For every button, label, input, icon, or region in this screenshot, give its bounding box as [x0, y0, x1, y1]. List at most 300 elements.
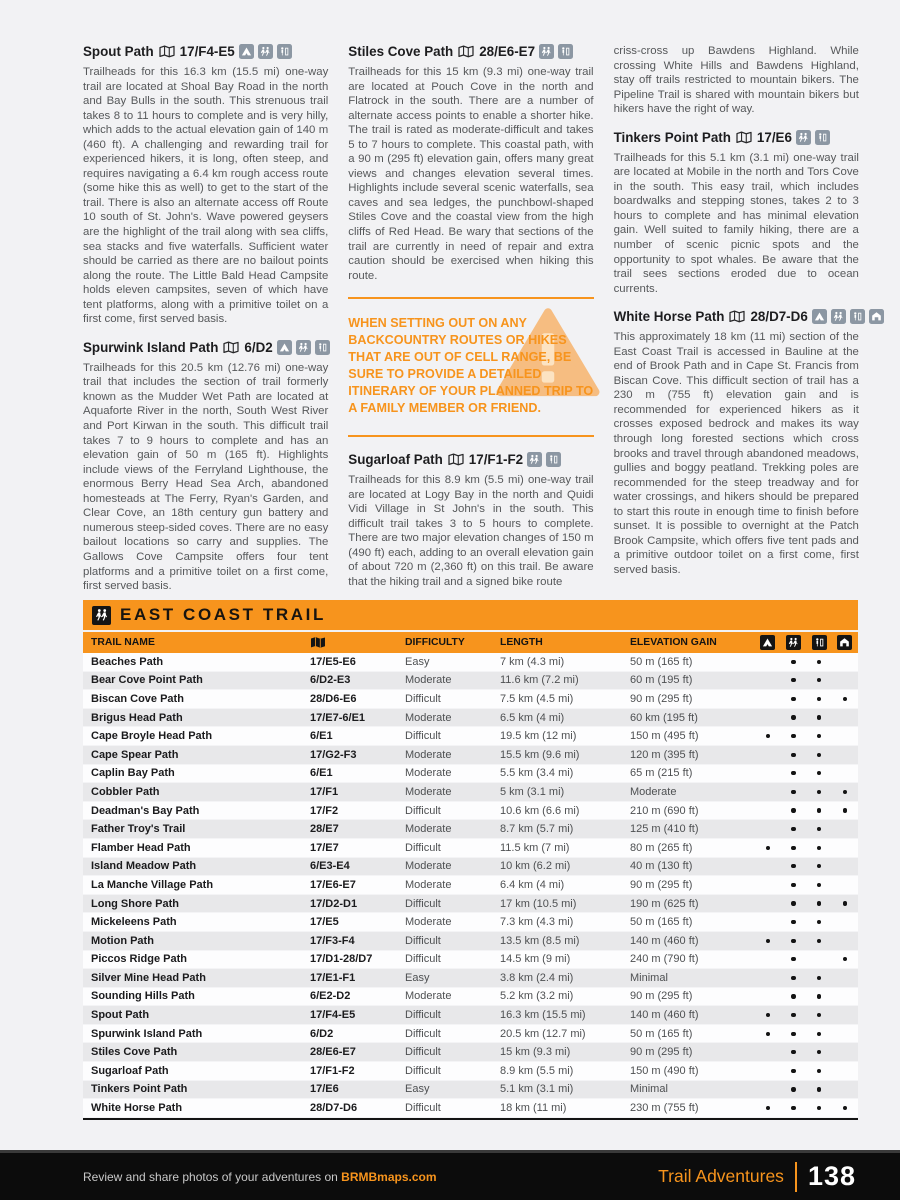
map-ref-cell: 28/D6-E6: [310, 692, 357, 705]
amenity-cell-tent: [755, 939, 781, 943]
amenity-dot: [843, 790, 847, 794]
elevation-cell: 50 m (165 ft): [630, 1027, 693, 1040]
length-cell: 11.6 km (7.2 mi): [500, 674, 579, 687]
shelter-icon: [869, 309, 884, 324]
outhouse-icon: [815, 130, 830, 145]
difficulty-cell: Difficult: [405, 730, 441, 743]
tent-icon: [760, 635, 775, 650]
length-cell: 13.5 km (8.5 mi): [500, 934, 580, 947]
trail-name-cell: Stiles Cove Path: [91, 1046, 178, 1059]
table-title-band: [83, 600, 858, 630]
outhouse-icon: [558, 44, 573, 59]
amenity-cell-hikers: [781, 1106, 807, 1110]
text-columns: [83, 44, 859, 603]
elevation-cell: 80 m (265 ft): [630, 841, 693, 854]
amenity-dot: [817, 1069, 821, 1073]
map-ref-cell: 6/E2-D2: [310, 990, 351, 1003]
trail-description-continued: criss-cross up Bawdens Highland. While crossing White Hills and Bawdens Highland, stay off trails restricted to mountain bikers. The Pipeline Trail is shared with mountain bikers but hikers have the right of way.: [613, 45, 859, 116]
table-row: [83, 969, 858, 988]
elevation-cell: Minimal: [630, 971, 668, 984]
map-reference: 17/F4-E5: [179, 44, 235, 59]
amenity-dot: [791, 1013, 795, 1017]
table-title: EAST COAST TRAIL: [120, 605, 326, 624]
length-cell: 5 km (3.1 mi): [500, 785, 565, 798]
length-cell: 20.5 km (12.7 mi): [500, 1027, 586, 1040]
table-row: [83, 672, 858, 691]
amenity-dot: [817, 1106, 821, 1110]
trail-name: Stiles Cove Path: [348, 44, 454, 59]
table-body: [83, 653, 858, 1120]
map-reference: 28/D7-D6: [750, 309, 808, 325]
amenity-dot: [791, 808, 795, 812]
length-cell: 17 km (10.5 mi): [500, 897, 577, 910]
amenity-cell-outhouse: [806, 678, 832, 682]
tent-icon: [239, 44, 254, 59]
brmbmaps-link: BRMBmaps.com: [341, 1169, 437, 1184]
amenity-cell-hikers: [781, 715, 807, 719]
elevation-cell: 120 m (395 ft): [630, 748, 699, 761]
amenity-cell-outhouse: [806, 1087, 832, 1091]
amenity-cell-hikers: [781, 994, 807, 998]
amenity-cell-outhouse: [806, 808, 832, 812]
amenity-cell-hikers: [781, 1032, 807, 1036]
trail-section-heading: [83, 340, 328, 355]
table-row: [83, 839, 858, 858]
hikers-icon: [527, 452, 542, 467]
trail-name-cell: Tinkers Point Path: [91, 1083, 188, 1096]
amenity-dot: [843, 697, 847, 701]
hikers-icon: [831, 309, 846, 324]
trail-name-cell: Deadman's Bay Path: [91, 804, 200, 817]
map-reference: 6/D2: [244, 339, 273, 355]
table-row: [83, 690, 858, 709]
amenity-cell-hikers: [781, 957, 807, 961]
amenity-dot: [817, 846, 821, 850]
amenity-cell-outhouse: [806, 1013, 832, 1017]
difficulty-cell: Moderate: [405, 860, 452, 873]
map-ref-cell: 17/E1-F1: [310, 971, 356, 984]
difficulty-cell: Difficult: [405, 841, 441, 854]
amenity-cell-outhouse: [806, 1032, 832, 1036]
elevation-cell: 210 m (690 ft): [630, 804, 699, 817]
trail-description: Trailheads for this 20.5 km (12.76 mi) one-way trail that includes the section of trail formerly known as the Mudder Wet Path are located at Aquaforte River in the north, South West River and Port Kirwan in the south. This difficult trail takes 7 to 9 hours to complete and has an elevation gain of 50 m (165 ft). Highlights include views of the Ferryland Lighthouse, the enormous Berry Head Sea Arch, abandoned homesteads at The Ferry, Ryan's Garden, and Clear Cove, an 18th century gun battery and numerous steep-sided coves. There are no easy bailout locations so carry and supplies. The Gallows Cove Campsite offers four tent platforms and a primitive toilet on a first come, first served basis.: [83, 361, 329, 593]
outhouse-icon: [315, 340, 330, 355]
map-ref-cell: 6/D2-E3: [310, 674, 351, 687]
amenity-dot: [791, 1032, 795, 1036]
shelter-icon: [837, 635, 852, 650]
elevation-cell: 125 m (410 ft): [630, 823, 699, 836]
difficulty-cell: Difficult: [405, 1064, 441, 1077]
amenity-cell-tent: [755, 1013, 781, 1017]
amenity-dot: [843, 901, 847, 905]
table-row: [83, 876, 858, 895]
outhouse-icon: [850, 309, 865, 324]
amenity-dot: [817, 1050, 821, 1054]
amenity-cell-outhouse: [806, 827, 832, 831]
map-ref-cell: 17/E7: [310, 841, 339, 854]
column-3: [614, 44, 859, 603]
difficulty-cell: Difficult: [405, 1027, 441, 1040]
column-header-shelter: [832, 635, 858, 650]
amenity-dot: [817, 734, 821, 738]
amenity-cell-shelter: [832, 901, 858, 905]
amenity-cell-tent: [755, 1106, 781, 1110]
amenity-dot: [791, 883, 795, 887]
amenity-cell-hikers: [781, 660, 807, 664]
table-row: [83, 951, 858, 970]
trail-name: Tinkers Point Path: [613, 129, 731, 145]
amenity-dot: [843, 957, 847, 961]
map-icon: [159, 45, 175, 58]
amenity-dot: [791, 697, 795, 701]
amenity-dot: [791, 1050, 795, 1054]
map-ref-cell: 6/D2: [310, 1027, 334, 1040]
map-ref-cell: 17/E6: [310, 1083, 339, 1096]
length-cell: 5.2 km (3.2 mi): [500, 990, 574, 1003]
amenity-cell-outhouse: [806, 753, 832, 757]
amenity-cell-hikers: [781, 753, 807, 757]
map-icon: [729, 310, 745, 323]
map-ref-cell: 28/E6-E7: [310, 1046, 356, 1059]
map-icon: [736, 131, 752, 144]
difficulty-cell: Difficult: [405, 1009, 441, 1022]
elevation-cell: 190 m (625 ft): [630, 897, 699, 910]
difficulty-cell: Difficult: [405, 1046, 441, 1059]
trail-description: Trailheads for this 16.3 km (15.5 mi) one-way trail are located at Shoal Bay Road in the north and Bay Bulls in the south. This strenuous trail takes 8 to 11 hours to complete and is very hilly, which adds to the actual elevation gain of 140 m (460 ft). A challenging and rewarding trail for experienced hikers, it is long, often steep, and requires navigating a 6.4 km rough access route (some hike this as well) to get to the start of the trail. There is also an alternate access off Route 10 south of St. John's. Wave powered geysers are the highlight of the trail along with sea cliffs, sea stacks and five waterfalls. Sufficient water should be carried as there are no bailout points along the route. The Little Bald Head Campsite holds eleven campsites, seven of which have tent platforms, along with a primitive toilet on a first come, first served basis.: [83, 66, 329, 326]
amenity-cell-hikers: [781, 883, 807, 887]
amenity-dot: [817, 697, 821, 701]
amenity-cell-shelter: [832, 790, 858, 794]
table-row: [83, 858, 858, 877]
table-row: [83, 895, 858, 914]
elevation-cell: 40 m (130 ft): [630, 860, 693, 873]
column-header-tent: [755, 635, 781, 650]
map-reference: 17/F1-F2: [468, 452, 524, 468]
amenity-dot: [766, 1106, 770, 1110]
map-reference: 17/E6: [756, 129, 792, 145]
amenity-dot: [817, 678, 821, 682]
elevation-cell: 90 m (295 ft): [630, 878, 693, 891]
map-icon: [448, 453, 464, 466]
trail-name-cell: Motion Path: [91, 934, 154, 947]
amenity-cell-hikers: [781, 846, 807, 850]
length-cell: 8.9 km (5.5 mi): [500, 1064, 574, 1077]
amenity-dot: [817, 901, 821, 905]
amenity-dot: [817, 864, 821, 868]
amenity-dot: [817, 790, 821, 794]
table-row: [83, 1081, 858, 1100]
hikers-icon: [539, 44, 554, 59]
amenity-dot: [791, 939, 795, 943]
length-cell: 7 km (4.3 mi): [500, 655, 565, 668]
trail-name-cell: Beaches Path: [91, 655, 164, 668]
amenity-dot: [766, 939, 770, 943]
elevation-cell: 50 m (165 ft): [630, 916, 693, 929]
amenity-cell-shelter: [832, 957, 858, 961]
safety-warning-text: WHEN SETTING OUT ON ANY BACKCOUNTRY ROUTES OR HIKES THAT ARE OUT OF CELL RANGE, BE SURE TO PROVIDE A DETAILED ITINERARY OF YOUR PLANNED TRIP TO A FAMILY MEMBER OR FRIEND.: [348, 316, 594, 416]
elevation-cell: 90 m (295 ft): [630, 990, 693, 1003]
length-cell: 8.7 km (5.7 mi): [500, 823, 574, 836]
length-cell: 16.3 km (15.5 mi): [500, 1009, 586, 1022]
amenity-cell-tent: [755, 1032, 781, 1036]
amenity-cell-shelter: [832, 808, 858, 812]
hikers-icon: [296, 340, 311, 355]
amenity-dot: [766, 1013, 770, 1017]
trail-name-cell: La Manche Village Path: [91, 878, 214, 891]
map-ref-cell: 17/E6-E7: [310, 878, 356, 891]
amenity-cell-hikers: [781, 864, 807, 868]
section-title: Trail Adventures: [658, 1166, 784, 1186]
amenity-cell-outhouse: [806, 734, 832, 738]
amenity-dot: [817, 994, 821, 998]
map-ref-cell: 17/F2: [310, 804, 339, 817]
map-icon: [458, 45, 474, 58]
amenity-dot: [791, 994, 795, 998]
map-ref-cell: 17/D2-D1: [310, 897, 358, 910]
trail-name-cell: White Horse Path: [91, 1102, 183, 1115]
trail-name-cell: Mickeleens Path: [91, 916, 177, 929]
column-1: [83, 44, 328, 603]
column-header-trail-name: TRAIL NAME: [91, 637, 155, 648]
trail-name-cell: Brigus Head Path: [91, 711, 183, 724]
amenity-cell-outhouse: [806, 790, 832, 794]
hikers-icon: [258, 44, 273, 59]
amenity-dot: [817, 827, 821, 831]
trail-name-cell: Island Meadow Path: [91, 860, 197, 873]
trail-name-cell: Spurwink Island Path: [91, 1027, 203, 1040]
difficulty-cell: Moderate: [405, 916, 452, 929]
column-header-map: [310, 636, 405, 649]
amenity-dot: [817, 939, 821, 943]
elevation-cell: Minimal: [630, 1083, 668, 1096]
amenity-dot: [791, 976, 795, 980]
elevation-cell: 65 m (215 ft): [630, 767, 693, 780]
elevation-cell: 60 m (195 ft): [630, 674, 693, 687]
trail-name-cell: Biscan Cove Path: [91, 692, 184, 705]
amenity-cell-hikers: [781, 771, 807, 775]
amenity-dot: [766, 1032, 770, 1036]
map-ref-cell: 6/E1: [310, 730, 333, 743]
amenity-dot: [791, 827, 795, 831]
table-row: [83, 1099, 858, 1118]
trail-name-cell: Father Troy's Trail: [91, 823, 186, 836]
table-row: [83, 727, 858, 746]
column-header-length: LENGTH: [500, 637, 543, 648]
amenity-dot: [791, 957, 795, 961]
length-cell: 15 km (9.3 mi): [500, 1046, 571, 1059]
length-cell: 10.6 km (6.6 mi): [500, 804, 580, 817]
amenity-cell-outhouse: [806, 697, 832, 701]
amenity-cell-outhouse: [806, 1106, 832, 1110]
amenity-cell-hikers: [781, 901, 807, 905]
difficulty-cell: Difficult: [405, 934, 441, 947]
trail-name-cell: Bear Cove Point Path: [91, 674, 203, 687]
safety-warning: [348, 297, 593, 437]
amenity-dot: [817, 715, 821, 719]
amenity-cell-outhouse: [806, 976, 832, 980]
amenity-cell-outhouse: [806, 920, 832, 924]
difficulty-cell: Easy: [405, 655, 430, 668]
difficulty-cell: Difficult: [405, 804, 441, 817]
amenity-dot: [791, 715, 795, 719]
difficulty-cell: Easy: [405, 1083, 430, 1096]
amenity-cell-outhouse: [806, 771, 832, 775]
amenity-dot: [791, 846, 795, 850]
trail-name-cell: Cape Broyle Head Path: [91, 730, 213, 743]
length-cell: 6.5 km (4 mi): [500, 711, 565, 724]
elevation-cell: Moderate: [630, 785, 677, 798]
table-row: [83, 1025, 858, 1044]
hikers-icon: [786, 635, 801, 650]
amenity-cell-outhouse: [806, 939, 832, 943]
column-header-outhouse: [806, 635, 832, 650]
outhouse-icon: [812, 635, 827, 650]
elevation-cell: 230 m (755 ft): [630, 1102, 699, 1115]
trail-name-cell: Silver Mine Head Path: [91, 971, 206, 984]
amenity-dot: [791, 1106, 795, 1110]
elevation-cell: 150 m (490 ft): [630, 1064, 699, 1077]
amenity-dot: [766, 734, 770, 738]
map-ref-cell: 17/F1: [310, 785, 339, 798]
trail-section-heading: [614, 309, 859, 324]
table-row: [83, 709, 858, 728]
amenity-cell-outhouse: [806, 901, 832, 905]
length-cell: 6.4 km (4 mi): [500, 878, 565, 891]
amenity-dot: [817, 920, 821, 924]
trail-name: White Horse Path: [613, 309, 725, 325]
trail-name-cell: Cobbler Path: [91, 785, 160, 798]
elevation-cell: 140 m (460 ft): [630, 934, 699, 947]
difficulty-cell: Difficult: [405, 1102, 441, 1115]
east-coast-trail-table: [83, 600, 858, 1120]
trail-name-cell: Piccos Ridge Path: [91, 953, 187, 966]
difficulty-cell: Moderate: [405, 878, 452, 891]
amenity-dot: [791, 771, 795, 775]
amenity-dot: [791, 734, 795, 738]
amenity-dot: [791, 864, 795, 868]
amenity-cell-outhouse: [806, 994, 832, 998]
amenity-dot: [817, 753, 821, 757]
trail-description: Trailheads for this 15 km (9.3 mi) one-way trail are located at Pouch Cove in the north and Flatrock in the south. There are a number of alternate access points to enable a shorter hike. The trail is rated as moderate-difficult and takes 5 to 7 hours to complete. This coastal path, with a 90 m (295 ft) elevation gain, offers many great views and changes elevation several times. Highlights include several scenic waterfalls, sea caves and sea ledges, the punchbowl-shaped Stiles Cove and the coastal view from the high cliffs of Red Head. Be wary that sections of the trail are currently in need of repair and extra caution should be exercised when hiking this route.: [348, 66, 594, 282]
table-header-row: [83, 632, 858, 653]
difficulty-cell: Moderate: [405, 748, 452, 761]
amenity-cell-hikers: [781, 1087, 807, 1091]
amenity-cell-outhouse: [806, 715, 832, 719]
amenity-cell-outhouse: [806, 883, 832, 887]
length-cell: 14.5 km (9 mi): [500, 953, 571, 966]
amenity-cell-outhouse: [806, 1069, 832, 1073]
trail-section-heading: [348, 452, 593, 467]
amenity-dot: [817, 1087, 821, 1091]
trail-name-cell: Flamber Head Path: [91, 841, 191, 854]
column-header-elevation-gain: ELEVATION GAIN: [630, 637, 717, 648]
amenity-dot: [817, 883, 821, 887]
difficulty-cell: Difficult: [405, 953, 441, 966]
amenity-dot: [817, 771, 821, 775]
trail-name: Spurwink Island Path: [83, 339, 219, 355]
amenity-dot: [791, 753, 795, 757]
table-row: [83, 1043, 858, 1062]
length-cell: 3.8 km (2.4 mi): [500, 971, 574, 984]
length-cell: 7.5 km (4.5 mi): [500, 692, 574, 705]
amenity-dot: [843, 1106, 847, 1110]
trail-section-heading: [348, 44, 593, 59]
table-row: [83, 988, 858, 1007]
difficulty-cell: Moderate: [405, 785, 452, 798]
map-ref-cell: 17/E5: [310, 916, 339, 929]
table-row: [83, 653, 858, 672]
length-cell: 19.5 km (12 mi): [500, 730, 577, 743]
map-ref-cell: 17/E5-E6: [310, 655, 356, 668]
footer-note: [83, 1170, 437, 1184]
map-ref-cell: 6/E3-E4: [310, 860, 350, 873]
column-header-hikers: [781, 635, 807, 650]
amenity-cell-outhouse: [806, 1050, 832, 1054]
table-row: [83, 746, 858, 765]
table-row: [83, 1006, 858, 1025]
trail-name-cell: Sounding Hills Path: [91, 990, 195, 1003]
amenity-cell-hikers: [781, 827, 807, 831]
map-ref-cell: 17/F4-E5: [310, 1009, 356, 1022]
amenity-cell-shelter: [832, 1106, 858, 1110]
amenity-cell-tent: [755, 734, 781, 738]
amenity-cell-hikers: [781, 734, 807, 738]
amenity-cell-hikers: [781, 1013, 807, 1017]
trail-section-heading: [83, 44, 328, 59]
difficulty-cell: Moderate: [405, 990, 452, 1003]
amenity-cell-tent: [755, 846, 781, 850]
amenity-dot: [766, 846, 770, 850]
trail-section-heading: [614, 130, 859, 145]
page-number: 138: [807, 1161, 856, 1191]
table-row: [83, 783, 858, 802]
difficulty-cell: Moderate: [405, 823, 452, 836]
length-cell: 5.1 km (3.1 mi): [500, 1083, 574, 1096]
trail-description: Trailheads for this 5.1 km (3.1 mi) one-way trail are located at Mobile in the north and Tors Cove in the south. This easy trail, which includes boardwalks and stepping stones, takes 2 to 3 hours to complete and has minimal elevation gain. Well suited to family hiking, there are a number of scenic picnic spots and the opportunity to spot whales. Be aware that the trail sees sections eroded due to ocean currents.: [613, 151, 859, 295]
tent-icon: [277, 340, 292, 355]
difficulty-cell: Moderate: [405, 767, 452, 780]
trail-name: Spout Path: [83, 44, 154, 59]
column-2: [348, 44, 593, 603]
amenity-dot: [791, 790, 795, 794]
amenity-dot: [791, 920, 795, 924]
map-ref-cell: 17/G2-F3: [310, 748, 357, 761]
amenity-cell-hikers: [781, 697, 807, 701]
elevation-cell: 50 m (165 ft): [630, 655, 693, 668]
outhouse-icon: [277, 44, 292, 59]
length-cell: 18 km (11 mi): [500, 1102, 567, 1115]
amenity-dot: [817, 1032, 821, 1036]
elevation-cell: 90 m (295 ft): [630, 1046, 693, 1059]
difficulty-cell: Easy: [405, 971, 430, 984]
table-row: [83, 932, 858, 951]
amenity-dot: [791, 678, 795, 682]
map-icon: [223, 341, 239, 354]
elevation-cell: 90 m (295 ft): [630, 692, 693, 705]
elevation-cell: 140 m (460 ft): [630, 1009, 699, 1022]
amenity-cell-hikers: [781, 1069, 807, 1073]
amenity-dot: [791, 660, 795, 664]
elevation-cell: 240 m (790 ft): [630, 953, 699, 966]
length-cell: 7.3 km (4.3 mi): [500, 916, 574, 929]
table-row: [83, 1062, 858, 1081]
amenity-dot: [817, 976, 821, 980]
tent-icon: [812, 309, 827, 324]
page-footer: [0, 1150, 900, 1200]
trail-name-cell: Spout Path: [91, 1009, 150, 1022]
amenity-cell-hikers: [781, 678, 807, 682]
amenity-cell-hikers: [781, 920, 807, 924]
